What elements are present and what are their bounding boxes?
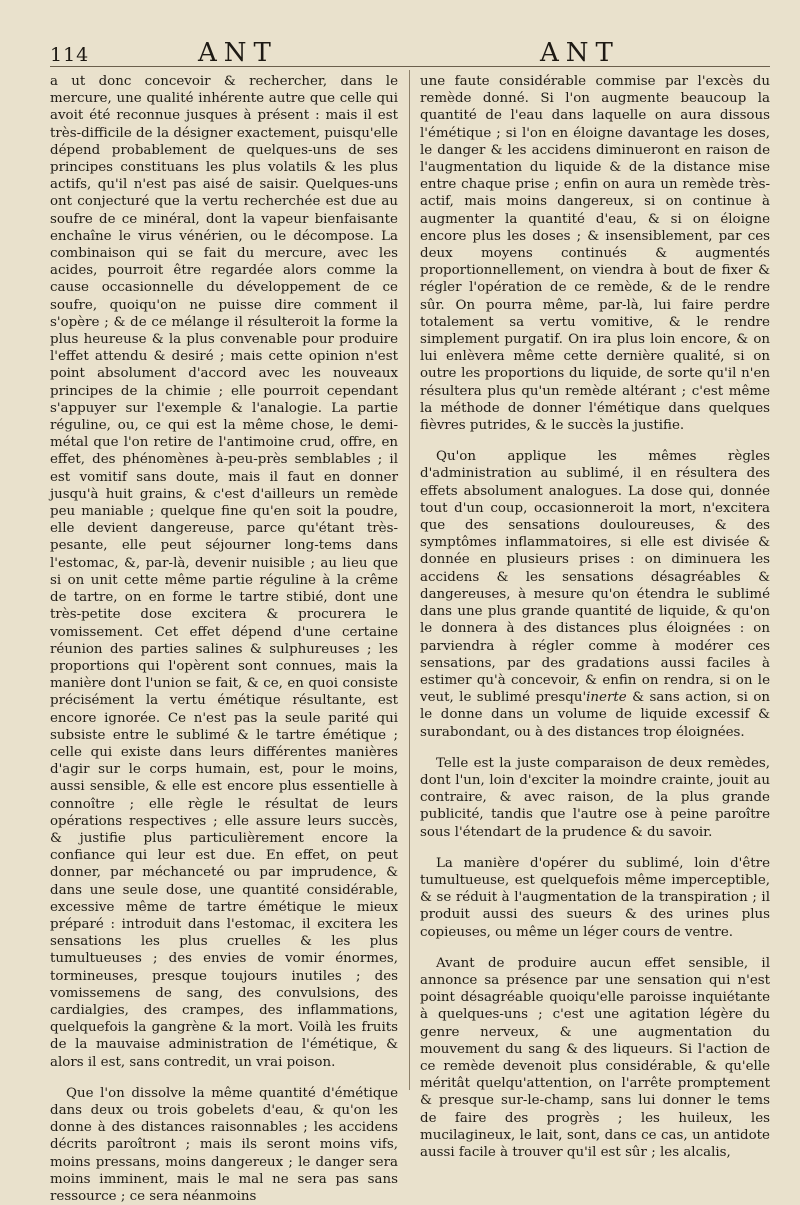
italic-word: inerte [586,690,627,706]
paragraph-text: Qu'on applique les mêmes règles d'administration au sublimé, il en résultera des effets absolument analogues. La dose qui, donnée tout d'un coup, occasionneroit la mort, n'excitera que des sensations douloureuses, & des symptômes inflammatoires, si elle est divisée & donnée en plusieurs prises : on diminuera les accidens & les sensations désagréables & dangereuses, à mesure qu'on étendra le sublimé dans une plus grande quantité de liquide, & qu'on le donnera à des distances plus éloignées : on parviendra à régler comme à modérer ces sensations, par des gradations aussi faciles à estimer qu'à concevoir, & enfin on rendra, si on le veut, le sublimé presqu' [420,449,770,706]
paragraph: Que l'on dissolve la même quantité d'émétique dans deux ou trois gobelets d'eau, & qu'on les donne à des distances raisonnables ; les accidens décrits paroîtront ; mais ils seront moins vifs, moins pressans, moins dangereux ; le danger sera moins imminent, mais le mal ne sera pas sans ressource ; ce sera néanmoins [50,1085,398,1204]
column-divider [409,70,410,1090]
page-header [50,38,770,68]
paragraph-with-italic [420,448,770,740]
paragraph: a ut donc concevoir & rechercher, dans le mercure, une qualité inhérente autre que celle qui avoit été reconnue jusques à présent : mais il est très-difficile de la désigner exactement, puisqu'elle dépend probablement de quelques-uns de ses principes constituans les plus volatils & les plus actifs, qu'il n'est pas aisé de saisir. Quelques-uns ont conjecturé que la vertu recherchée est due au soufre de ce minéral, dont la vapeur bienfaisante enchaîne le virus vénérien, ou le décompose. La combinaison qui se fait du mercure, avec les acides, pourroit être regardée alors comme la cause occasionnelle du développement de ce soufre, quoiqu'on ne puisse dire comment il s'opère ; & de ce mélange il résulteroit la forme la plus heureuse & la plus convenable pour produire l'effet attendu & desiré ; mais cette opinion n'est point absolument d'accord avec les nouveaux principes de la chimie ; elle pourroit cependant s'appuyer sur l'exemple & l'analogie. La partie réguline, ou, ce qui est la même chose, le demi-métal que l'on retire de l'antimoine crud, offre, en effet, des phénomènes à-peu-près semblables ; il est vomitif sans doute, mais il faut en donner jusqu'à huit grains, & c'est d'ailleurs un remède peu maniable ; quelque fine qu'en soit la poudre, elle devient dangereuse, parce qu'étant très-pesante, elle peut séjourner long-tems dans l'estomac, &, par-là, devenir nuisible ; au lieu que si on unit cette même partie réguline à la crême de tartre, on en forme le tartre stibié, dont une très-petite dose excitera & procurera le vomissement. Cet effet dépend d'une certaine réunion des parties salines & sulphureuses ; les proportions qui l'opèrent sont connues, mais la manière dont l'union se fait, & ce, en quoi consiste précisément la vertu émétique résultante, est encore ignorée. Ce n'est pas la seule parité qui subsiste entre le sublimé & le tartre émétique ; celle qui existe dans leurs différentes manières d'agir sur le corps humain, est, pour le moins, aussi sensible, & elle est encore plus essentielle à connoître ; elle règle le résultat de leurs opérations respectives ; elle assure leurs succès, & justifie plus particulièrement encore la confiance qui leur est due. En effet, on peut donner, par méchanceté ou par imprudence, & dans une seule dose, une quantité considérable, excessive même de tartre émétique le mieux préparé : introduit dans l'estomac, il excitera les sensations les plus cruelles & les plus tumultueuses ; des envies de vomir énormes, tormineuses, presque toujours inutiles ; des vomissemens de sang, des convulsions, des cardialgies, des crampes, des inflammations, quelquefois la gangrène & la mort. Voilà les fruits de la mauvaise administration de l'émétique, & alors il est, sans contredit, un vrai poison. [50,74,398,1070]
header-rule [50,66,770,67]
page-number: 114 [50,44,90,66]
running-head-left: ANT [198,38,278,68]
paragraph: Avant de produire aucun effet sensible, il annonce sa présence par une sensation qui n'est point désagréable quoiqu'elle paroisse inquiétante à quelques-uns ; c'est une agitation légère du genre nerveux, & une augmentation du mouvement du sang & des liqueurs. Si l'action de ce remède devenoit plus considérable, & qu'elle méritât quelqu'attention, on l'arrête promptement & presque sur-le-champ, sans lui donner le tems de faire des progrès ; les huileux, les mucilagineux, le lait, sont, dans ce cas, un antidote aussi facile à trouver qu'il est sûr ; les alcalis, [420,955,770,1160]
running-head-right: ANT [540,38,620,68]
paragraph-text-end: & sans action, si on le donne dans un volume de liquide excessif & surabondant, ou à des distances trop éloignées. [420,690,771,740]
paragraph: Telle est la juste comparaison de deux remèdes, dont l'un, loin d'exciter la moindre crainte, jouit au contraire, & avec raison, de la plus grande publicité, tandis que l'autre ose à peine paroître sous l'étendart de la prudence & du savoir. [420,755,770,840]
left-column [50,73,398,1205]
paragraph: une faute considérable commise par l'excès du remède donné. Si l'on augmente beaucoup la quantité de l'eau dans laquelle on aura dissous l'émétique ; si l'on en éloigne davantage les doses, le danger & les accidens diminueront en raison de l'augmentation du liquide & de la distance mise entre chaque prise ; enfin on aura un remède très-actif, mais moins dangereux, si on continue à augmenter la quantité d'eau, & si on éloigne encore plus les doses ; & insensiblement, par ces deux moyens continués & augmentés proportionnellement, on viendra à bout de fixer & régler l'opération de ce remède, & de le rendre sûr. On pourra même, par-là, lui faire perdre totalement sa vertu vomitive, & le rendre simplement purgatif. On ira plus loin encore, & on lui enlèvera même cette dernière qualité, si on outre les proportions du liquide, de sorte qu'il n'en résultera plus qu'un remède altérant ; c'est même la méthode de donner l'émétique dans quelques fièvres putrides, & le succès la justifie. [420,74,770,434]
paragraph: La manière d'opérer du sublimé, loin d'être tumultueuse, est quelquefois même imperceptible, & se réduit à l'augmentation de la transpiration ; il produit aussi des sueurs & des urines plus copieuses, ou même un léger cours de ventre. [420,855,770,940]
right-column [420,73,770,1161]
